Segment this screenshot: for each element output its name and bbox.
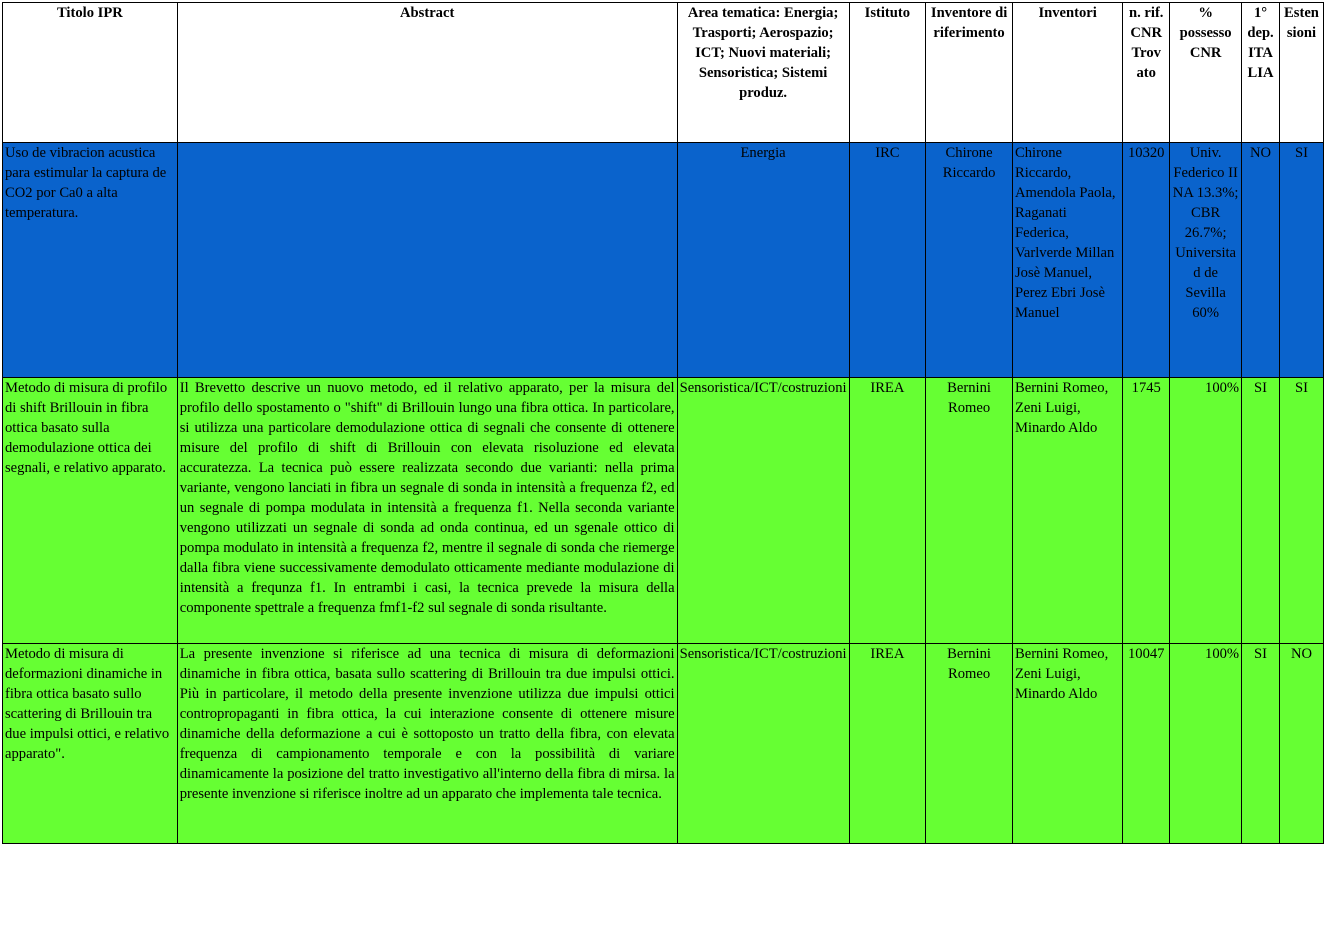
header-estensioni: Esten sioni xyxy=(1279,3,1323,143)
table-row xyxy=(3,378,1324,644)
cell-dep-italia: SI xyxy=(1242,378,1280,644)
cell-abstract: Il Brevetto descrive un nuovo metodo, ed il relativo apparato, per la misura del profilo dello spostamento o "shift" di Brillouin lungo una fibra ottica. In particolare, si utilizza una particolare demodulazione ottica di segnali che consente di ottenere misure del profilo di shift di Brillouin con elevata risoluzione ed elevata accuratezza. La tecnica può essere realizzata secondo due varianti: nella prima variante, vengono lanciati in fibra un segnale di sonda in intensità a frequenza f2, ed un segnale di pompa modulata in intensità a frequenza f1. Nella seconda variante vengono utilizzati un segnale di sonda ad onda continua, ed un sgenale ottico di pompa modulato in intensità a frequenza f2, mentre il segnale di sonda che riemerge dalla fibra viene successivamente demodulato otticamente mediante modulazione di intensità a frequnza f1. In entrambi i casi, la tecnica prevede la misura della componente spettrale a frequenza fmf1-f2 sul segnale di sonda risultante. xyxy=(177,378,677,644)
table-row xyxy=(3,644,1324,844)
header-possesso: % possesso CNR xyxy=(1170,3,1242,143)
cell-istituto: IREA xyxy=(849,644,926,844)
cell-dep-italia: SI xyxy=(1242,644,1280,844)
cell-possesso: 100% xyxy=(1170,644,1242,844)
header-area-tematica: Area tematica: Energia; Trasporti; Aerospazio; ICT; Nuovi materiali; Sensoristica; Sistemi produz. xyxy=(677,3,849,143)
header-dep-italia: 1° dep. ITA LIA xyxy=(1242,3,1280,143)
cell-estensioni: NO xyxy=(1279,644,1323,844)
cell-titolo: Metodo di misura di profilo di shift Brillouin in fibra ottica basato sulla demodulazione ottica dei segnali, e relativo apparato. xyxy=(3,378,178,644)
header-n-rif: n. rif. CNR Trov ato xyxy=(1123,3,1170,143)
cell-area: Sensoristica/ICT/costruzioni xyxy=(677,378,849,644)
cell-possesso: Univ. Federico II NA 13.3%; CBR 26.7%; Universita d de Sevilla 60% xyxy=(1170,143,1242,378)
cell-estensioni: SI xyxy=(1279,378,1323,644)
header-titolo: Titolo IPR xyxy=(3,3,178,143)
cell-inventori: Chirone Riccardo, Amendola Paola, Raganati Federica, Varlverde Millan Josè Manuel, Perez Ebri Josè Manuel xyxy=(1012,143,1122,378)
cell-inventore-rif: Bernini Romeo xyxy=(926,378,1013,644)
header-inventori: Inventori xyxy=(1012,3,1122,143)
cell-area: Energia xyxy=(677,143,849,378)
header-abstract: Abstract xyxy=(177,3,677,143)
table-row xyxy=(3,143,1324,378)
cell-istituto: IRC xyxy=(849,143,926,378)
cell-n-rif: 10047 xyxy=(1123,644,1170,844)
header-istituto: Istituto xyxy=(849,3,926,143)
cell-abstract: La presente invenzione si riferisce ad una tecnica di misura di deformazioni dinamiche in fibra ottica, basata sullo scattering di Brillouin tra due impulsi ottici. Più in particolare, il metodo della presente invenzione utilizza due impulsi ottici contropropaganti in fibra ottica, la cui interazione consente di ottenere misure dinamiche della deformazione a cui è sottoposto un tratto della fibra, con elevata frequenza di campionamento temporale e con la possibilità di variare dinamicamente la posizione del tratto investigativo all'interno della fibra di mirsa. la presente invenzione si riferisce inoltre ad un apparato che implementa tale tecnica. xyxy=(177,644,677,844)
cell-inventore-rif: Chirone Riccardo xyxy=(926,143,1013,378)
header-row xyxy=(3,3,1324,143)
header-inventore-riferimento: Inventore di riferimento xyxy=(926,3,1013,143)
cell-titolo: Metodo di misura di deformazioni dinamiche in fibra ottica basato sullo scattering di Brillouin tra due impulsi ottici, e relativo apparato". xyxy=(3,644,178,844)
cell-inventori: Bernini Romeo, Zeni Luigi, Minardo Aldo xyxy=(1012,378,1122,644)
cell-titolo: Uso de vibracion acustica para estimular la captura de CO2 por Ca0 a alta temperatura. xyxy=(3,143,178,378)
cell-dep-italia: NO xyxy=(1242,143,1280,378)
cell-inventore-rif: Bernini Romeo xyxy=(926,644,1013,844)
cell-n-rif: 10320 xyxy=(1123,143,1170,378)
cell-area: Sensoristica/ICT/costruzioni xyxy=(677,644,849,844)
cell-istituto: IREA xyxy=(849,378,926,644)
cell-inventori: Bernini Romeo, Zeni Luigi, Minardo Aldo xyxy=(1012,644,1122,844)
cell-abstract xyxy=(177,143,677,378)
cell-possesso: 100% xyxy=(1170,378,1242,644)
ipr-table xyxy=(2,2,1324,844)
cell-n-rif: 1745 xyxy=(1123,378,1170,644)
cell-estensioni: SI xyxy=(1279,143,1323,378)
